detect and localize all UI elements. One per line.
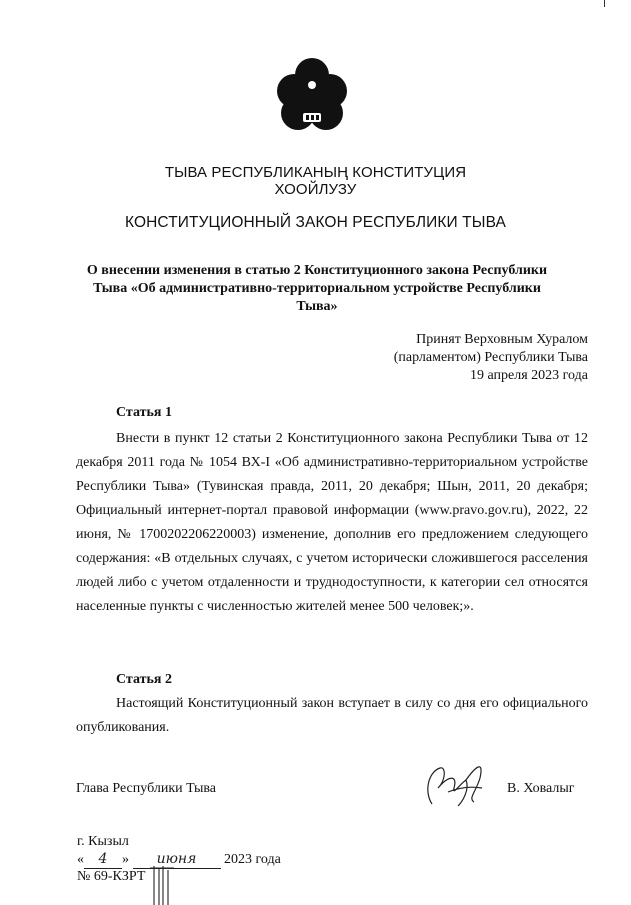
date-month-field: [133, 851, 221, 869]
article1-heading: Статья 1: [116, 405, 172, 420]
article2-heading: Статья 2: [116, 672, 172, 687]
adoption-note: [394, 331, 588, 385]
law-title: [82, 262, 552, 316]
date-day: 4: [98, 851, 108, 867]
date-month: июня: [156, 851, 197, 867]
place-of-signing: г. Кызыл: [77, 834, 129, 849]
republic-heading-line2: ХООЙЛУЗУ: [274, 181, 357, 198]
republic-heading: [0, 164, 631, 198]
article1-text: Внести в пункт 12 статьи 2 Конституционного закона Республики Тыва от 12 декабря 2011 года № 1054 ВХ-I «Об административно-территориальном устройстве Республики Тыва» (Тувинская правда, 2011, 20 декабря; Шын, 2011, 20 декабря; Официальный интернет-портал правовой информации (www.pravo.gov.ru), 2022, 22 июня, № 1700202206220003) изменение, дополнив его предложением следующего содержания: «В отдельных случаях, с учетом исторически сложившегося расселения людей либо с учетом отдаленности и труднодоступности, к категории сел относятся населенные пункты с численностью жителей менее 500 человек;».: [76, 431, 588, 614]
adoption-line1: Принят Верховным Хуралом: [416, 332, 588, 347]
scan-mark: [604, 0, 605, 7]
signer-name: В. Ховалыг: [507, 781, 575, 796]
law-title-line2: Тыва «Об административно-территориальном устройстве Республики: [93, 281, 541, 296]
adoption-date: 19 апреля 2023 года: [470, 368, 588, 383]
date-quote-open: «: [77, 852, 84, 867]
law-title-line1: О внесении изменения в статью 2 Конституционного закона Республики: [86, 263, 548, 278]
article2-text: Настоящий Конституционный закон вступает в силу со дня его официального опубликования.: [76, 696, 588, 735]
handwritten-signature: [418, 758, 498, 810]
signing-date: [77, 851, 281, 869]
law-type-heading: КОНСТИТУЦИОННЫЙ ЗАКОН РЕСПУБЛИКИ ТЫВА: [125, 214, 506, 231]
republic-heading-line1: ТЫВА РЕСПУБЛИКАНЫҢ КОНСТИТУЦИЯ: [164, 164, 467, 181]
date-year: 2023 года: [224, 852, 281, 867]
adoption-line2: (парламентом) Республики Тыва: [393, 350, 588, 365]
registration-stamp-lines: [150, 866, 174, 905]
signer-position: Глава Республики Тыва: [76, 781, 217, 796]
law-title-line3: Тыва»: [296, 299, 338, 314]
coat-of-arms-emblem: [272, 55, 352, 145]
date-day-field: [84, 851, 122, 869]
date-quote-close: »: [122, 852, 129, 867]
law-number: № 69-КЗРТ: [77, 869, 146, 884]
